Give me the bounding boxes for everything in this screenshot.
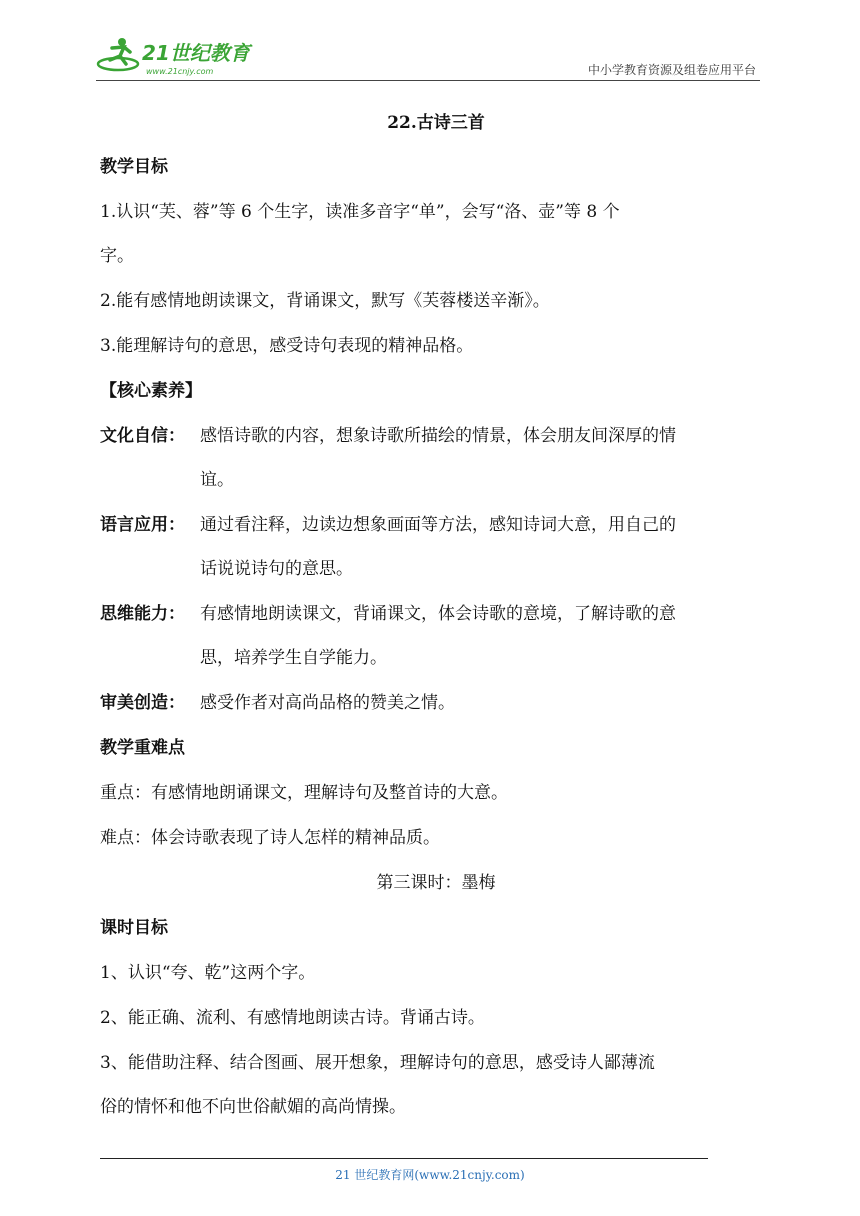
goal-item: 3.能理解诗句的意思，感受诗句表现的精神品格。 [100,336,474,356]
core-text-cont: 谊。 [200,470,234,490]
core-label: 审美创造： [100,693,185,713]
platform-name: 中小学教育资源及组卷应用平台 [587,63,756,77]
core-item [100,423,764,449]
core-text: 感悟诗歌的内容，想象诗歌所描绘的情景，体会朋友间深厚的情 [200,426,676,446]
goal-item: 2.能有感情地朗读课文，背诵课文，默写《芙蓉楼送辛渐》。 [100,291,550,311]
key-heading: 教学重难点 [100,738,185,758]
core-text: 感受作者对高尚品格的赞美之情。 [200,693,455,713]
core-heading: 【核心素养】 [100,381,202,401]
document-body [100,110,764,1120]
logo-url: www.21cnjy.com [146,67,214,76]
lesson-goal-item: 2、能正确、流利、有感情地朗读古诗。背诵古诗。 [100,1008,485,1028]
runner-icon [110,47,130,64]
logo-swoosh-icon [98,58,138,70]
page-header [96,30,760,82]
logo-21cnjy [96,34,266,78]
lesson-goals-heading: 课时目标 [100,918,168,938]
key-point: 重点：有感情地朗诵课文，理解诗句及整首诗的大意。 [100,783,508,803]
logo-text: 21世纪教育 [142,41,250,65]
core-text: 有感情地朗读课文，背诵课文，体会诗歌的意境，了解诗歌的意 [200,604,676,624]
lesson-goal-item: 3、能借助注释、结合图画、展开想象，理解诗句的意思，感受诗人鄙薄流 [100,1053,655,1073]
core-text-cont: 话说说诗句的意思。 [200,559,353,579]
core-item [100,690,764,716]
lesson-goal-item: 1、认识“夸、乾”这两个字。 [100,963,316,983]
goal-item: 1.认识“芙、蓉”等 6 个生字，读准多音字“单”，会写“洛、壶”等 8 个 [100,202,620,222]
runner-head-icon [118,38,126,46]
lesson-title: 第三课时：墨梅 [376,873,496,893]
core-label: 文化自信： [100,426,185,446]
lesson-goal-item: 俗的情怀和他不向世俗献媚的高尚情操。 [100,1097,406,1117]
core-label: 语言应用： [100,515,185,535]
difficulty: 难点：体会诗歌表现了诗人怎样的精神品质。 [100,828,440,848]
core-item [100,512,764,538]
footer-rule [100,1158,708,1159]
goal-item: 字。 [100,246,134,266]
core-item [100,601,764,627]
core-text: 通过看注释，边读边想象画面等方法，感知诗词大意，用自己的 [200,515,676,535]
core-label: 思维能力： [100,604,185,624]
footer-link[interactable]: 21 世纪教育网(www.21cnjy.com) [335,1168,525,1182]
goals-heading: 教学目标 [100,157,168,177]
core-text-cont: 思，培养学生自学能力。 [200,648,387,668]
doc-title: 22.古诗三首 [387,113,485,133]
header-rule [96,80,760,81]
